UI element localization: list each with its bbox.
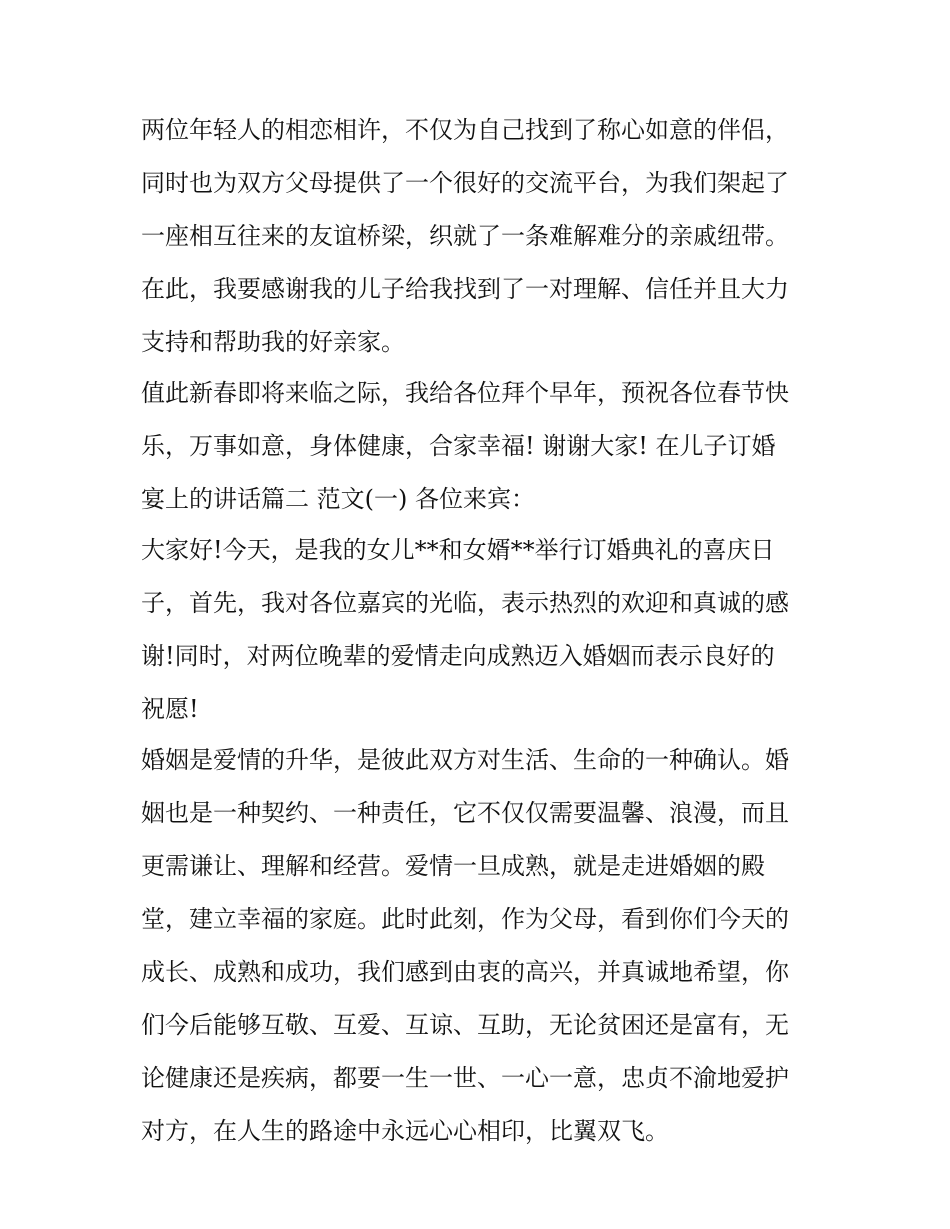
text-line: 一座相互往来的友谊桥梁，织就了一条难解难分的亲戚纽带。 [141, 222, 789, 250]
text-line: 子，首先，我对各位嘉宾的光临，表示热烈的欢迎和真诚的感 [141, 589, 789, 617]
text-line: 乐，万事如意，身体健康，合家幸福! 谢谢大家! 在儿子订婚 [141, 432, 776, 460]
text-line: 同时也为双方父母提供了一个很好的交流平台，为我们架起了 [141, 169, 789, 197]
text-line: 支持和帮助我的好亲家。 [141, 328, 405, 356]
text-line: 对方，在人生的路途中永远心心相印，比翼双飞。 [141, 1117, 669, 1145]
text-line: 值此新春即将来临之际，我给各位拜个早年，预祝各位春节快 [141, 379, 789, 407]
text-line: 宴上的讲话篇二 范文(一) 各位来宾： [141, 485, 535, 513]
text-line: 论健康还是疾病，都要一生一世、一心一意，忠贞不渝地爱护 [141, 1064, 789, 1092]
text-line: 堂，建立幸福的家庭。此时此刻，作为父母，看到你们今天的 [141, 905, 789, 933]
text-line: 更需谦让、理解和经营。爱情一旦成熟，就是走进婚姻的殿 [141, 852, 765, 880]
text-line: 们今后能够互敬、互爱、互谅、互助，无论贫困还是富有，无 [141, 1011, 789, 1039]
text-line: 姻也是一种契约、一种责任，它不仅仅需要温馨、浪漫，而且 [141, 799, 789, 827]
text-line: 成长、成熟和成功，我们感到由衷的高兴，并真诚地希望，你 [141, 958, 789, 986]
text-line: 谢!同时，对两位晚辈的爱情走向成熟迈入婚姻而表示良好的 [141, 642, 775, 670]
text-line: 祝愿! [141, 695, 199, 723]
text-line: 大家好!今天，是我的女儿**和女婿**举行订婚典礼的喜庆日 [141, 536, 775, 564]
text-line: 两位年轻人的相恋相许，不仅为自己找到了称心如意的伴侣， [141, 116, 789, 144]
text-line: 在此，我要感谢我的儿子给我找到了一对理解、信任并且大力 [141, 275, 789, 303]
text-line: 婚姻是爱情的升华，是彼此双方对生活、生命的一种确认。婚 [141, 746, 789, 774]
